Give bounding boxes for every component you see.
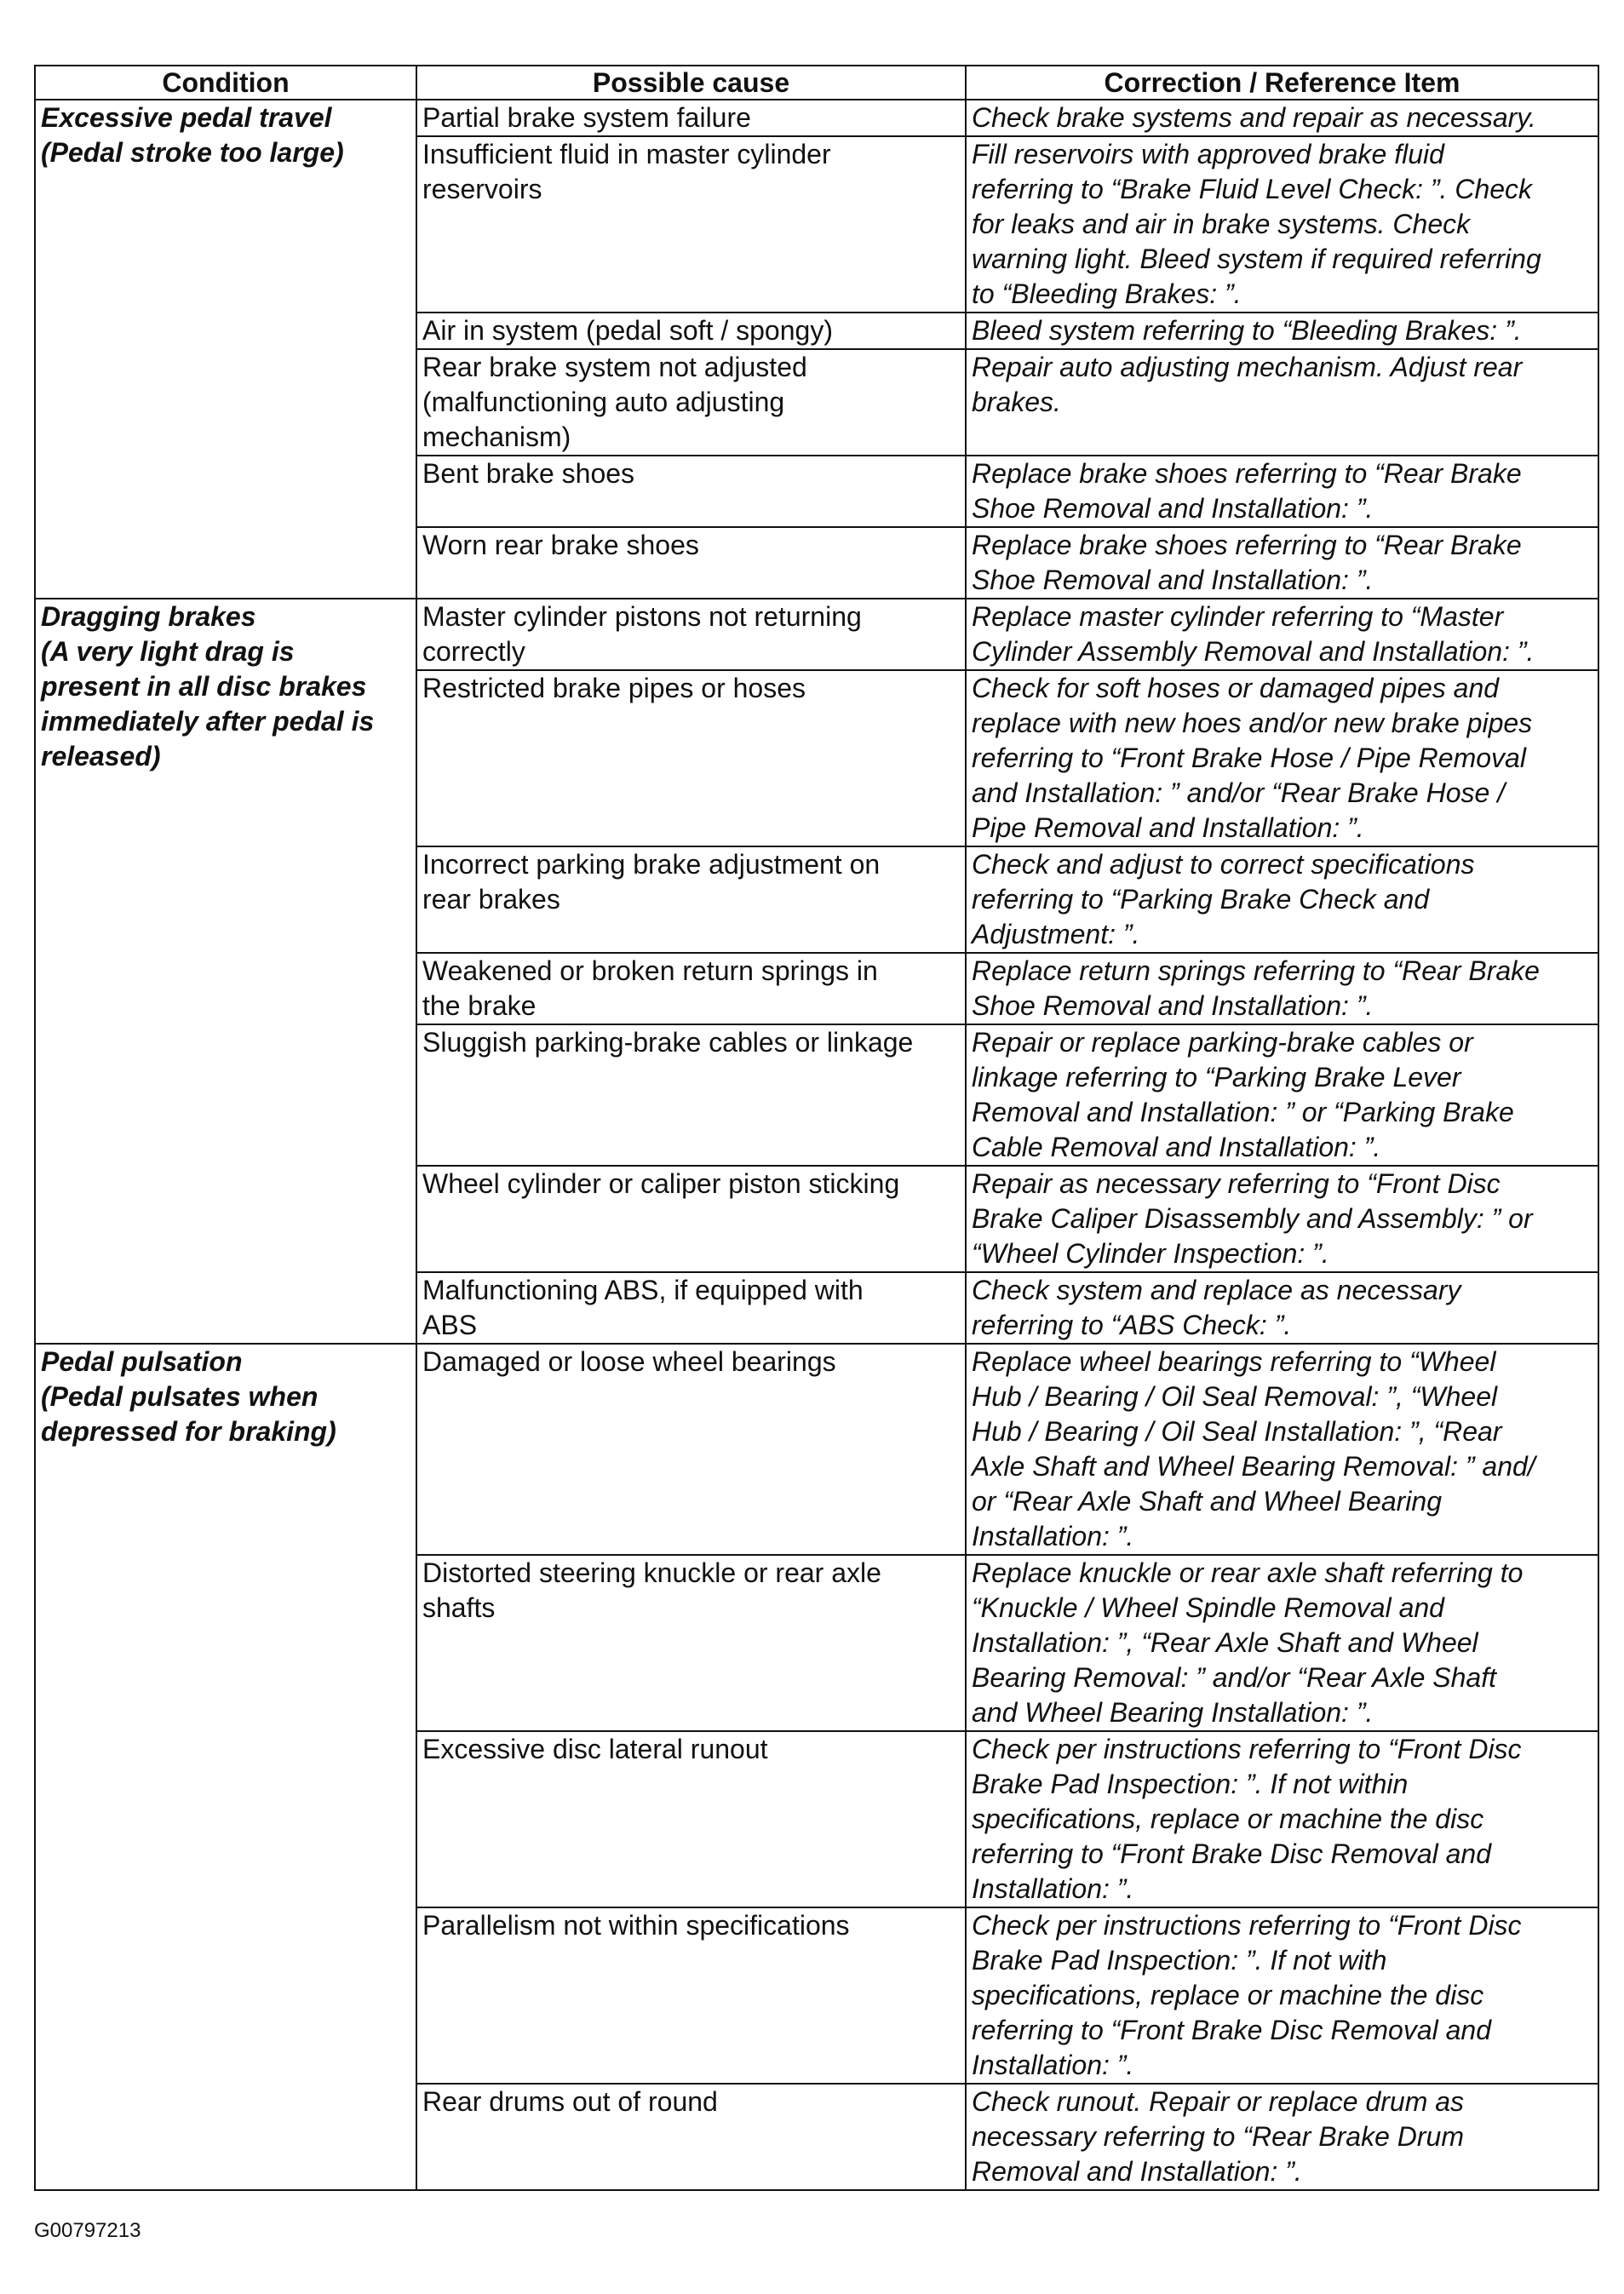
possible-cause-cell [416,1344,966,1555]
possible-cause-cell [416,1024,966,1166]
possible-cause-cell [416,313,966,349]
correction-line: Repair auto adjusting mechanism. Adjust rear [972,352,1523,382]
condition-line: released) [41,741,161,771]
header-possible-cause: Possible cause [416,66,966,100]
correction-line: or “Rear Axle Shaft and Wheel Bearing [972,1486,1442,1517]
condition-line: Excessive pedal travel [41,102,332,133]
condition-line: present in all disc brakes [41,671,367,702]
possible-cause-cell [416,1166,966,1272]
correction-line: and Installation: ” and/or “Rear Brake Hose / [972,777,1506,808]
correction-cell [966,1272,1598,1344]
correction-cell [966,1731,1598,1907]
correction-line: replace with new hoes and/or new brake pipes [972,708,1533,738]
correction-line: referring to “Front Brake Disc Removal and [972,2015,1491,2045]
correction-line: Removal and Installation: ”. [972,2156,1302,2187]
cause-line: Rear brake system not adjusted [422,352,807,382]
possible-cause-cell [416,136,966,313]
correction-line: referring to “Front Brake Hose / Pipe Removal [972,743,1526,773]
correction-line: Check per instructions referring to “Front Disc [972,1734,1522,1764]
correction-line: Brake Pad Inspection: ”. If not with [972,1945,1387,1976]
cause-line: (malfunctioning auto adjusting [422,387,785,417]
correction-line: for leaks and air in brake systems. Check [972,209,1471,239]
correction-line: brakes. [972,387,1061,417]
correction-cell [966,527,1598,599]
possible-cause-cell [416,953,966,1024]
table-header-row [35,66,1598,100]
correction-cell [966,456,1598,527]
correction-cell [966,1166,1598,1272]
correction-cell [966,1024,1598,1166]
correction-cell [966,1907,1598,2084]
cause-line: reservoirs [422,174,542,204]
cause-line: Weakened or broken return springs in [422,955,878,986]
correction-line: Removal and Installation: ” or “Parking Brake [972,1097,1514,1127]
possible-cause-cell [416,1907,966,2084]
correction-line: Check and adjust to correct specifications [972,849,1475,880]
correction-line: Shoe Removal and Installation: ”. [972,990,1374,1021]
correction-line: Adjustment: ”. [972,919,1140,949]
header-condition: Condition [35,66,416,100]
possible-cause-cell [416,1731,966,1907]
correction-line: warning light. Bleed system if required referring [972,244,1541,274]
possible-cause-cell [416,599,966,670]
correction-cell [966,349,1598,456]
cause-line: Parallelism not within specifications [422,1910,850,1941]
cause-line: Damaged or loose wheel bearings [422,1346,836,1377]
cause-line: Bent brake shoes [422,458,635,489]
cause-line: correctly [422,636,525,667]
correction-line: linkage referring to “Parking Brake Lever [972,1062,1461,1093]
condition-line: (Pedal stroke too large) [41,137,344,168]
correction-line: Shoe Removal and Installation: ”. [972,493,1374,524]
condition-line: (A very light drag is [41,636,295,667]
correction-line: Repair or replace parking-brake cables or [972,1027,1473,1058]
possible-cause-cell [416,1272,966,1344]
possible-cause-cell [416,527,966,599]
cause-line: Restricted brake pipes or hoses [422,673,806,703]
cause-line: Distorted steering knuckle or rear axle [422,1557,881,1588]
correction-line: Replace return springs referring to “Rear Brake [972,955,1540,986]
possible-cause-cell [416,100,966,136]
cause-line: Partial brake system failure [422,102,751,133]
possible-cause-cell [416,846,966,953]
condition-line: Pedal pulsation [41,1346,243,1377]
correction-line: and Wheel Bearing Installation: ”. [972,1697,1374,1728]
correction-line: Brake Caliper Disassembly and Assembly: ” or [972,1203,1533,1234]
correction-line: to “Bleeding Brakes: ”. [972,278,1242,309]
correction-line: Installation: ”. [972,1521,1134,1551]
correction-line: Replace brake shoes referring to “Rear Brake [972,530,1522,560]
correction-line: Replace wheel bearings referring to “Wheel [972,1346,1496,1377]
condition-line: Dragging brakes [41,601,256,632]
correction-line: referring to “Parking Brake Check and [972,884,1430,915]
correction-line: Check brake systems and repair as necessary. [972,102,1536,133]
correction-line: specifications, replace or machine the disc [972,1980,1484,2010]
possible-cause-cell [416,349,966,456]
header-correction: Correction / Reference Item [966,66,1598,100]
correction-line: Replace knuckle or rear axle shaft referring to [972,1557,1524,1588]
table-row [35,100,1598,136]
correction-cell [966,670,1598,846]
correction-cell [966,846,1598,953]
correction-cell [966,136,1598,313]
condition-cell [35,1344,416,2190]
cause-line: Master cylinder pistons not returning [422,601,862,632]
correction-line: Hub / Bearing / Oil Seal Removal: ”, “Wheel [972,1381,1498,1412]
correction-line: Brake Pad Inspection: ”. If not within [972,1769,1409,1799]
condition-line: immediately after pedal is [41,706,375,737]
cause-line: Air in system (pedal soft / spongy) [422,315,833,346]
correction-line: Check per instructions referring to “Front Disc [972,1910,1522,1941]
possible-cause-cell [416,456,966,527]
correction-line: Installation: ”, “Rear Axle Shaft and Wheel [972,1627,1478,1658]
correction-line: Fill reservoirs with approved brake fluid [972,139,1444,169]
correction-line: Check system and replace as necessary [972,1275,1461,1305]
possible-cause-cell [416,670,966,846]
correction-line: Axle Shaft and Wheel Bearing Removal: ” and/ [972,1451,1535,1482]
correction-cell [966,953,1598,1024]
correction-line: Replace brake shoes referring to “Rear Brake [972,458,1522,489]
correction-line: Bearing Removal: ” and/or “Rear Axle Shaft [972,1662,1496,1693]
correction-line: referring to “Brake Fluid Level Check: ”. Check [972,174,1533,204]
correction-line: Bleed system referring to “Bleeding Brakes: ”. [972,315,1522,346]
correction-cell [966,100,1598,136]
correction-line: referring to “Front Brake Disc Removal and [972,1838,1491,1869]
condition-line: depressed for braking) [41,1416,336,1447]
correction-cell [966,2084,1598,2190]
possible-cause-cell [416,2084,966,2190]
cause-line: mechanism) [422,422,571,452]
troubleshooting-table-container [34,65,1598,2191]
correction-line: specifications, replace or machine the disc [972,1804,1484,1834]
correction-line: Cable Removal and Installation: ”. [972,1132,1381,1162]
table-body [35,100,1598,2190]
cause-line: Insufficient fluid in master cylinder [422,139,831,169]
condition-line: (Pedal pulsates when [41,1381,318,1412]
correction-line: referring to “ABS Check: ”. [972,1310,1292,1340]
figure-code: G00797213 [34,2219,141,2242]
correction-cell [966,1344,1598,1555]
cause-line: rear brakes [422,884,560,915]
correction-cell [966,1555,1598,1731]
condition-cell [35,100,416,599]
correction-line: Check for soft hoses or damaged pipes and [972,673,1500,703]
correction-line: Replace master cylinder referring to “Master [972,601,1504,632]
correction-cell [966,599,1598,670]
cause-line: Sluggish parking-brake cables or linkage [422,1027,914,1058]
cause-line: Malfunctioning ABS, if equipped with [422,1275,864,1305]
cause-line: the brake [422,990,537,1021]
correction-line: Pipe Removal and Installation: ”. [972,812,1364,843]
cause-line: ABS [422,1310,478,1340]
cause-line: Excessive disc lateral runout [422,1734,768,1764]
correction-line: “Wheel Cylinder Inspection: ”. [972,1238,1329,1269]
correction-line: Installation: ”. [972,1873,1134,1904]
correction-cell [966,313,1598,349]
cause-line: Worn rear brake shoes [422,530,699,560]
correction-line: Shoe Removal and Installation: ”. [972,565,1374,595]
correction-line: necessary referring to “Rear Brake Drum [972,2121,1464,2152]
correction-line: Repair as necessary referring to “Front Disc [972,1168,1501,1199]
correction-line: Check runout. Repair or replace drum as [972,2086,1465,2117]
correction-line: “Knuckle / Wheel Spindle Removal and [972,1592,1444,1623]
cause-line: Incorrect parking brake adjustment on [422,849,881,880]
possible-cause-cell [416,1555,966,1731]
correction-line: Installation: ”. [972,2050,1134,2080]
cause-line: shafts [422,1592,496,1623]
cause-line: Rear drums out of round [422,2086,718,2117]
condition-cell [35,599,416,1344]
cause-line: Wheel cylinder or caliper piston sticking [422,1168,900,1199]
correction-line: Hub / Bearing / Oil Seal Installation: ”, “Rear [972,1416,1502,1447]
correction-line: Cylinder Assembly Removal and Installation: ”. [972,636,1535,667]
table-row [35,599,1598,670]
table-row [35,1344,1598,1555]
brake-troubleshooting-table [34,65,1599,2191]
